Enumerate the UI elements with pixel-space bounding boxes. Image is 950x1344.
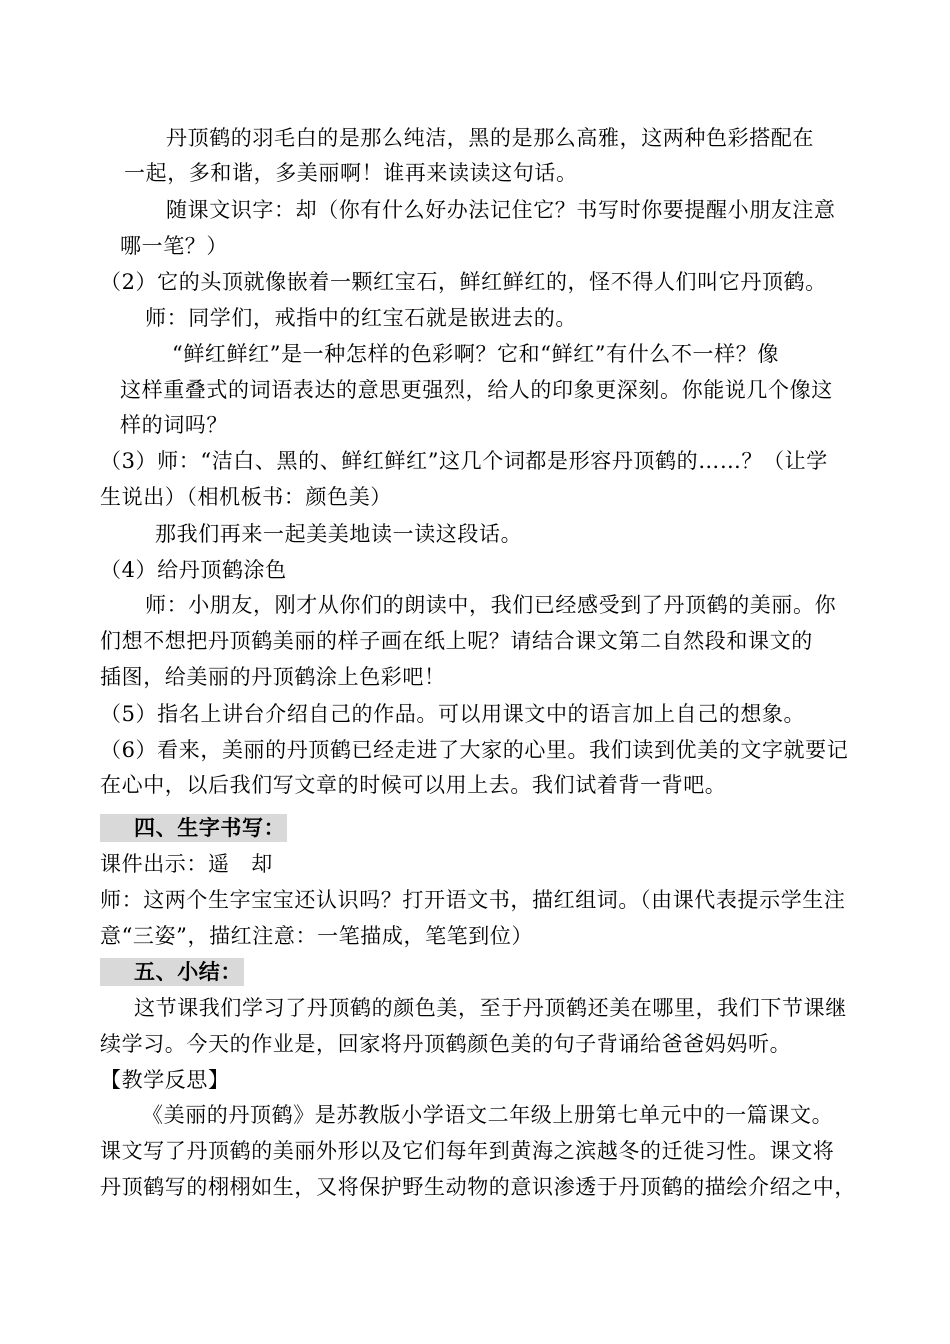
text-line: 课件出示：遥 却 [100, 852, 273, 876]
text-line: （3）师：“洁白、黑的、鲜红鲜红”这几个词都是形容丹顶鹤的……？（让学 [100, 449, 828, 473]
text-line: 随课文识字：却（你有什么好办法记住它？书写时你要提醒小朋友注意 [166, 198, 836, 222]
section-heading: 五、小结： [100, 958, 244, 986]
text-line: （5）指名上讲台介绍自己的作品。可以用课文中的语言加上自己的想象。 [100, 702, 806, 726]
reflection-heading: 【教学反思】 [100, 1068, 230, 1092]
text-line: 生说出）（相机板书：颜色美） [100, 485, 392, 509]
text-line: 丹顶鹤写的栩栩如生，又将保护野生动物的意识渗透于丹顶鹤的描绘介绍之中， [100, 1175, 856, 1199]
text-line: 一起，多和谐，多美丽啊！谁再来读读这句话。 [124, 161, 578, 185]
text-line: 哪一笔？） [120, 234, 228, 258]
text-line: 这节课我们学习了丹顶鹤的颜色美，至于丹顶鹤还美在哪里，我们下节课继 [134, 996, 847, 1020]
text-line: 丹顶鹤的羽毛白的是那么纯洁，黑的是那么高雅，这两种色彩搭配在 [166, 126, 814, 150]
text-line: 课文写了丹顶鹤的美丽外形以及它们每年到黄海之滨越冬的迁徙习性。课文将 [100, 1139, 835, 1163]
text-line: 那我们再来一起美美地读一读这段话。 [155, 522, 523, 546]
section-heading: 四、生字书写： [100, 814, 287, 842]
text-line: 这样重叠式的词语表达的意思更强烈，给人的印象更深刻。你能说几个像这 [120, 378, 833, 402]
text-line: 在心中，以后我们写文章的时候可以用上去。我们试着背一背吧。 [100, 773, 727, 797]
text-line: 插图，给美丽的丹顶鹤涂上色彩吧！ [100, 665, 446, 689]
text-line: 师：同学们，戒指中的红宝石就是嵌进去的。 [145, 306, 577, 330]
text-line: 师：小朋友，刚才从你们的朗读中，我们已经感受到了丹顶鹤的美丽。你 [145, 593, 837, 617]
text-line: 续学习。今天的作业是，回家将丹顶鹤颜色美的句子背诵给爸爸妈妈听。 [100, 1032, 792, 1056]
text-line: 《美丽的丹顶鹤》是苏教版小学语文二年级上册第七单元中的一篇课文。 [142, 1103, 834, 1127]
text-line: （2）它的头顶就像嵌着一颗红宝石，鲜红鲜红的，怪不得人们叫它丹顶鹤。 [100, 270, 827, 294]
text-line: 们想不想把丹顶鹤美丽的样子画在纸上呢？请结合课文第二自然段和课文的 [100, 629, 813, 653]
text-line: 样的词吗？ [120, 413, 228, 437]
text-line: “鲜红鲜红”是一种怎样的色彩啊？它和“鲜红”有什么不一样？像 [172, 342, 779, 366]
text-line: （6）看来，美丽的丹顶鹤已经走进了大家的心里。我们读到优美的文字就要记 [100, 738, 849, 762]
text-line: （4）给丹顶鹤涂色 [100, 558, 287, 582]
text-line: 意“三姿”，描红注意：一笔描成，笔笔到位） [100, 924, 534, 948]
text-line: 师：这两个生字宝宝还认识吗？打开语文书，描红组词。（由课代表提示学生注 [100, 888, 846, 912]
